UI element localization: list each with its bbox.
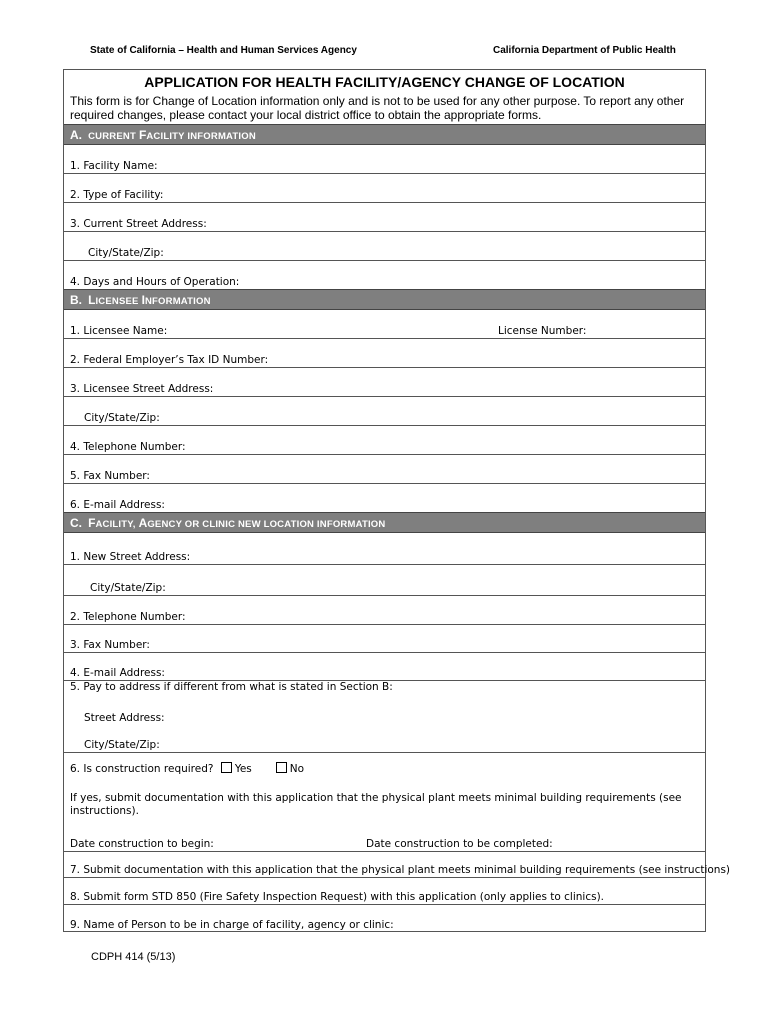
field-current-city-state-zip[interactable] bbox=[64, 232, 705, 261]
field-licensee-city-state-zip[interactable] bbox=[64, 397, 705, 426]
section-c-letter: C. bbox=[70, 516, 82, 530]
section-b-header bbox=[64, 289, 705, 310]
field-label: 2. Type of Facility: bbox=[70, 189, 164, 201]
construction-question-label: 6. Is construction required? bbox=[70, 763, 214, 775]
construction-question bbox=[70, 762, 304, 775]
field-label: 3. Licensee Street Address: bbox=[70, 383, 214, 395]
section-c-header bbox=[64, 512, 705, 533]
section-c-cap2: A bbox=[138, 516, 148, 530]
field-licensee-email[interactable] bbox=[64, 484, 705, 512]
field-new-email[interactable] bbox=[64, 653, 705, 681]
pay-to-address-label: 5. Pay to address if different from what is stated in Section B: bbox=[70, 681, 393, 693]
field-label: 2. Telephone Number: bbox=[70, 611, 186, 623]
section-b-rest2: NFORMATION bbox=[144, 296, 211, 307]
section-c-rest2: GENCY OR CLINIC NEW LOCATION INFORMATION bbox=[147, 519, 386, 530]
section-b-rest1: ICENSEE bbox=[95, 296, 139, 307]
item-7-row bbox=[64, 852, 731, 878]
field-label: 4. Telephone Number: bbox=[70, 441, 186, 453]
field-licensee-fax[interactable] bbox=[64, 455, 705, 484]
field-label: 1. Facility Name: bbox=[70, 160, 158, 172]
section-a-title-first: CURRENT bbox=[88, 131, 136, 142]
field-new-fax[interactable] bbox=[64, 625, 705, 653]
field-label: 2. Federal Employer’s Tax ID Number: bbox=[70, 354, 269, 366]
section-b-cap2: I bbox=[141, 293, 145, 307]
form-id: CDPH 414 (5/13) bbox=[91, 951, 176, 963]
header-agency: State of California – Health and Human Services Agency bbox=[90, 45, 357, 56]
field-label: City/State/Zip: bbox=[84, 739, 160, 751]
section-b-cap1: L bbox=[88, 293, 96, 307]
construction-yes-label: Yes bbox=[234, 763, 252, 775]
field-label: City/State/Zip: bbox=[90, 582, 166, 594]
item-8-text: 8. Submit form STD 850 (Fire Safety Inspection Request) with this application (only applies to clinics). bbox=[70, 891, 605, 903]
section-a-letter: A. bbox=[70, 128, 82, 142]
field-label: 6. E-mail Address: bbox=[70, 499, 165, 511]
field-label-license-number: License Number: bbox=[498, 325, 587, 337]
field-facility-name[interactable] bbox=[64, 145, 705, 174]
field-label: 1. Licensee Name: bbox=[70, 325, 168, 337]
construction-no-label: No bbox=[289, 763, 305, 775]
form-title: APPLICATION FOR HEALTH FACILITY/AGENCY CHANGE OF LOCATION bbox=[144, 74, 625, 90]
field-construction-dates[interactable] bbox=[64, 830, 705, 852]
field-label-date-complete: Date construction to be completed: bbox=[366, 838, 553, 850]
if-yes-instructions: If yes, submit documentation with this application that the physical plant meets minimal building requirements (see instructions). bbox=[70, 792, 682, 817]
field-pay-street[interactable] bbox=[64, 696, 705, 725]
field-new-city-state-zip[interactable] bbox=[64, 565, 705, 596]
field-label: City/State/Zip: bbox=[88, 247, 164, 259]
field-label: 5. Fax Number: bbox=[70, 470, 150, 482]
field-pay-city-state-zip[interactable] bbox=[64, 725, 705, 753]
section-c-rest1: ACILITY, bbox=[95, 519, 136, 530]
construction-yes-checkbox[interactable] bbox=[221, 762, 232, 773]
form-intro: This form is for Change of Location information only and is not to be used for any other purpose. To report any other required changes, please contact your local district office to obtain the appropriate forms. bbox=[70, 94, 685, 122]
field-licensee-name[interactable] bbox=[64, 310, 705, 339]
field-label: Street Address: bbox=[84, 712, 165, 724]
field-current-street[interactable] bbox=[64, 203, 705, 232]
field-label: 9. Name of Person to be in charge of facility, agency or clinic: bbox=[70, 919, 394, 931]
construction-no-checkbox[interactable] bbox=[276, 762, 287, 773]
field-type-of-facility[interactable] bbox=[64, 174, 705, 203]
section-a-rest2: ACILITY INFORMATION bbox=[146, 131, 256, 142]
section-a-cap2: F bbox=[139, 128, 147, 142]
field-label: 4. Days and Hours of Operation: bbox=[70, 276, 240, 288]
field-tax-id[interactable] bbox=[64, 339, 705, 368]
section-b-letter: B. bbox=[70, 293, 82, 307]
field-new-telephone[interactable] bbox=[64, 596, 705, 625]
section-c-cap1: F bbox=[88, 516, 96, 530]
field-label: 4. E-mail Address: bbox=[70, 667, 165, 679]
form-frame bbox=[63, 69, 731, 932]
item-7-text: 7. Submit documentation with this application that the physical plant meets minimal building requirements (see instructions) bbox=[70, 864, 731, 876]
field-label: 3. Current Street Address: bbox=[70, 218, 207, 230]
field-days-hours[interactable] bbox=[64, 261, 705, 289]
header-department: California Department of Public Health bbox=[493, 45, 676, 56]
field-label-date-begin: Date construction to begin: bbox=[70, 838, 214, 850]
item-8-row bbox=[64, 878, 705, 905]
field-person-in-charge[interactable] bbox=[64, 905, 705, 932]
field-label: 3. Fax Number: bbox=[70, 639, 150, 651]
field-licensee-street[interactable] bbox=[64, 368, 705, 397]
section-a-header bbox=[64, 124, 705, 145]
field-label: 1. New Street Address: bbox=[70, 551, 191, 563]
field-label: City/State/Zip: bbox=[84, 412, 160, 424]
field-licensee-telephone[interactable] bbox=[64, 426, 705, 455]
field-new-street[interactable] bbox=[64, 533, 705, 565]
